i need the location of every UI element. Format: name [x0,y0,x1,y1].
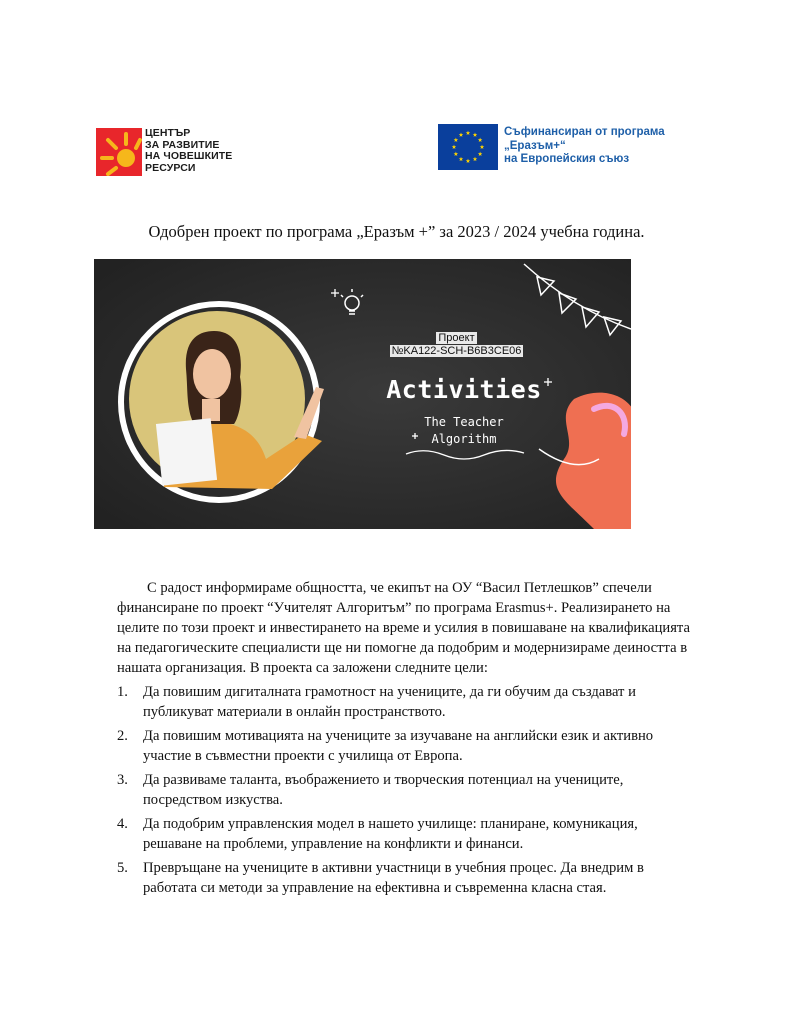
goal-text: Да развиваме таланта, въображението и творческия потенциал на учениците, посредством изкуства. [143,772,624,808]
list-item [117,726,697,766]
list-item [117,682,697,722]
hrdc-line-3: НА ЧОВЕШКИТЕ [145,150,233,162]
goal-number: 3. [117,772,128,788]
banner-subheading-line1: The Teacher [424,415,504,429]
project-label: Проект [438,332,475,344]
cofunded-line-1: Съфинансиран от програма [504,126,665,138]
cofunded-line-3: на Европейския съюз [504,153,630,165]
hrdc-line-2: ЗА РАЗВИТИЕ [145,138,220,151]
cofunded-line-2: „Еразъм+“ [504,139,566,152]
goal-text: Да повишим дигиталната грамотност на учениците, да ги обучим да създават и публикуват материали в онлайн пространството. [143,684,636,720]
goal-number: 5. [117,860,128,876]
article-body [117,578,697,898]
list-item [117,858,697,898]
goal-number: 1. [117,684,128,700]
project-banner [94,259,631,529]
hrdc-line-1: ЦЕНТЪР [145,127,191,139]
list-item [117,814,697,854]
goals-list [117,682,697,898]
intro-paragraph: С радост информираме общността, че екипът на ОУ “Васил Петлешков” спечели финансиране по проект “Учителят Алгоритъм” по програма Erasmus+. Реализирането на целите по този проект и инвестирането на време и усилия в повишаване на квалификацията на педагогическите специалисти ще ни помогне да подобрим и модернизираме деиността в нашата организация. В проекта са заложени следните цели: [117,580,690,676]
goal-text: Да подобрим управленския модел в нашето училище: планиране, комуникация, решаване на проблеми, управление на конфликти и финанси. [143,816,638,852]
project-code-label [384,332,529,358]
banner-heading: Activities [386,375,542,404]
hrdc-line-4: РЕСУРСИ [145,161,196,174]
hrdc-logo [96,128,236,178]
goal-number: 4. [117,816,128,832]
banner-illustration [94,259,631,529]
project-code: №KA122-SCH-B6B3CE06 [391,345,522,357]
goal-number: 2. [117,728,128,744]
banner-subheading [394,414,534,448]
banner-subheading-line2: Algorithm [431,432,497,446]
eu-flag-icon [438,124,498,170]
goal-text: Да повишим мотивацията на учениците за изучаване на английски език и активно участие в съвместни проекти с училища от Европа. [143,728,654,764]
document-title [0,222,791,242]
goal-text: Превръщане на учениците в активни участници в учебния процес. Да внедрим в работата си методи за управление на ефективна и съвременна класна стая. [143,860,644,896]
hrdc-sun-icon [96,128,142,176]
erasmus-cofunded-logo [438,124,678,172]
list-item [117,770,697,810]
document-title-text: Одобрен проект по програма „Еразъм +” за 2023 / 2024 учебна година. [148,222,645,241]
